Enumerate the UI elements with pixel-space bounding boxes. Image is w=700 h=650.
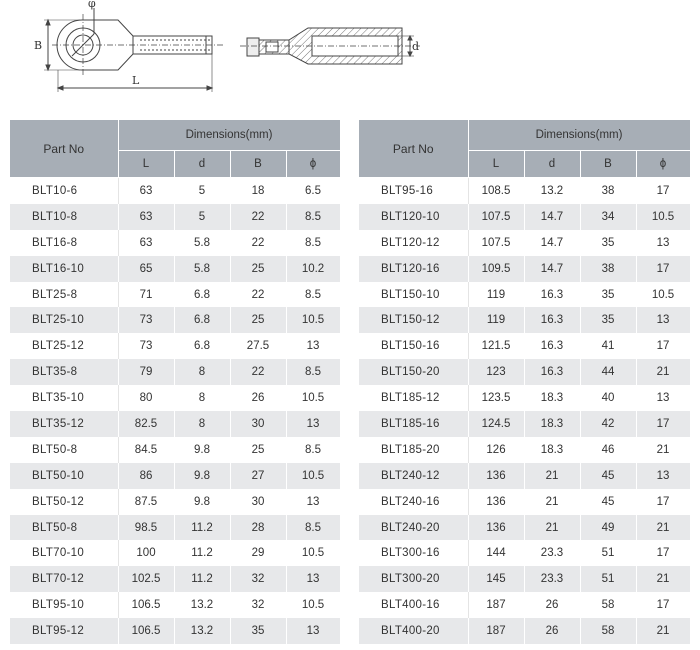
- cell-l: 119: [468, 307, 524, 333]
- cell-b: 35: [580, 307, 636, 333]
- cell-l: 119: [468, 282, 524, 308]
- header-col-b: B: [230, 151, 286, 178]
- cell-d: 5: [174, 204, 230, 230]
- table-row: [359, 204, 690, 230]
- table-row: [10, 618, 340, 644]
- cell-b: 38: [580, 256, 636, 282]
- header-part-no: Part No: [359, 120, 468, 178]
- table-row: [10, 282, 340, 308]
- cell-phi: 21: [636, 566, 690, 592]
- cell-d: 13.2: [524, 178, 580, 204]
- cell-l: 98.5: [118, 515, 174, 541]
- spec-table-left: [10, 120, 341, 644]
- cell-phi: 17: [636, 333, 690, 359]
- cell-d: 11.2: [174, 540, 230, 566]
- cell-d: 21: [524, 463, 580, 489]
- cell-d: 6.8: [174, 307, 230, 333]
- header-col-l: L: [468, 151, 524, 178]
- cell-d: 5.8: [174, 256, 230, 282]
- cell-l: 145: [468, 566, 524, 592]
- cell-b: 58: [580, 618, 636, 644]
- cell-d: 16.3: [524, 359, 580, 385]
- cell-part-no: BLT95-16: [359, 178, 468, 204]
- cell-b: 34: [580, 204, 636, 230]
- table-row: [359, 307, 690, 333]
- cell-part-no: BLT240-12: [359, 463, 468, 489]
- cell-l: 136: [468, 489, 524, 515]
- cell-part-no: BLT10-8: [10, 204, 118, 230]
- cell-d: 21: [524, 515, 580, 541]
- cell-d: 23.3: [524, 566, 580, 592]
- label-phi: φ: [88, 0, 96, 10]
- cell-b: 27: [230, 463, 286, 489]
- spec-table-right-body: [359, 178, 690, 645]
- cell-phi: 21: [636, 437, 690, 463]
- table-row: [10, 463, 340, 489]
- table-row: [359, 489, 690, 515]
- table-row: [359, 411, 690, 437]
- cell-part-no: BLT95-10: [10, 592, 118, 618]
- table-row: [359, 515, 690, 541]
- cell-b: 32: [230, 566, 286, 592]
- header-dimensions: Dimensions(mm): [468, 120, 690, 151]
- table-row: [10, 515, 340, 541]
- cell-d: 9.8: [174, 437, 230, 463]
- cell-phi: 10.5: [286, 463, 340, 489]
- cell-phi: 8.5: [286, 515, 340, 541]
- cell-d: 9.8: [174, 463, 230, 489]
- cell-d: 5.8: [174, 230, 230, 256]
- cell-d: 8: [174, 385, 230, 411]
- cell-l: 107.5: [468, 230, 524, 256]
- cell-d: 5: [174, 178, 230, 204]
- table-row: [10, 333, 340, 359]
- cell-b: 46: [580, 437, 636, 463]
- table-row: [10, 307, 340, 333]
- table-row: [359, 333, 690, 359]
- cell-b: 25: [230, 256, 286, 282]
- cell-b: 42: [580, 411, 636, 437]
- cell-phi: 8.5: [286, 437, 340, 463]
- cell-phi: 10.2: [286, 256, 340, 282]
- cell-phi: 8.5: [286, 359, 340, 385]
- table-row: [359, 385, 690, 411]
- cell-l: 136: [468, 463, 524, 489]
- cell-d: 6.8: [174, 333, 230, 359]
- cell-b: 35: [580, 230, 636, 256]
- label-b: B: [34, 39, 43, 52]
- cell-l: 82.5: [118, 411, 174, 437]
- spec-tables: [10, 120, 690, 646]
- cell-part-no: BLT120-10: [359, 204, 468, 230]
- cell-phi: 13: [286, 411, 340, 437]
- cell-part-no: BLT16-8: [10, 230, 118, 256]
- cell-part-no: BLT10-6: [10, 178, 118, 204]
- cell-d: 14.7: [524, 230, 580, 256]
- cell-l: 108.5: [468, 178, 524, 204]
- table-row: [359, 566, 690, 592]
- cell-part-no: BLT50-8: [10, 437, 118, 463]
- cell-phi: 13: [286, 618, 340, 644]
- cell-l: 106.5: [118, 592, 174, 618]
- cell-d: 13.2: [174, 618, 230, 644]
- header-col-phi: ϕ: [286, 151, 340, 178]
- cell-d: 14.7: [524, 204, 580, 230]
- cell-part-no: BLT70-10: [10, 540, 118, 566]
- cell-l: 86: [118, 463, 174, 489]
- cell-l: 63: [118, 178, 174, 204]
- table-row: [10, 540, 340, 566]
- cell-part-no: BLT240-16: [359, 489, 468, 515]
- cell-d: 9.8: [174, 489, 230, 515]
- cell-l: 71: [118, 282, 174, 308]
- table-row: [10, 489, 340, 515]
- cell-part-no: BLT25-10: [10, 307, 118, 333]
- cell-phi: 17: [636, 256, 690, 282]
- cell-l: 63: [118, 230, 174, 256]
- table-row: [10, 566, 340, 592]
- cell-part-no: BLT50-8: [10, 515, 118, 541]
- cell-l: 107.5: [468, 204, 524, 230]
- cell-part-no: BLT35-12: [10, 411, 118, 437]
- cell-phi: 8.5: [286, 282, 340, 308]
- cell-l: 123.5: [468, 385, 524, 411]
- header-dimensions: Dimensions(mm): [118, 120, 340, 151]
- cell-part-no: BLT120-12: [359, 230, 468, 256]
- cell-part-no: BLT95-12: [10, 618, 118, 644]
- cell-part-no: BLT185-16: [359, 411, 468, 437]
- cell-part-no: BLT35-10: [10, 385, 118, 411]
- cell-phi: 13: [636, 230, 690, 256]
- cell-l: 106.5: [118, 618, 174, 644]
- cell-phi: 10.5: [286, 592, 340, 618]
- cell-b: 35: [580, 282, 636, 308]
- header-col-d: d: [174, 151, 230, 178]
- cell-b: 35: [230, 618, 286, 644]
- cell-phi: 8.5: [286, 230, 340, 256]
- cell-b: 44: [580, 359, 636, 385]
- spec-table-right: [359, 120, 691, 644]
- cell-part-no: BLT400-20: [359, 618, 468, 644]
- cell-part-no: BLT120-16: [359, 256, 468, 282]
- cell-phi: 17: [636, 489, 690, 515]
- cell-b: 28: [230, 515, 286, 541]
- cell-l: 87.5: [118, 489, 174, 515]
- cell-l: 136: [468, 515, 524, 541]
- cell-b: 51: [580, 540, 636, 566]
- cell-b: 27.5: [230, 333, 286, 359]
- table-row: [359, 359, 690, 385]
- cell-phi: 21: [636, 359, 690, 385]
- table-row: [10, 204, 340, 230]
- cell-b: 26: [230, 385, 286, 411]
- cell-b: 22: [230, 282, 286, 308]
- cell-l: 63: [118, 204, 174, 230]
- cell-part-no: BLT240-20: [359, 515, 468, 541]
- cell-l: 123: [468, 359, 524, 385]
- cell-l: 100: [118, 540, 174, 566]
- table-row: [10, 592, 340, 618]
- lug-side-view: [240, 28, 420, 64]
- cell-part-no: BLT150-20: [359, 359, 468, 385]
- cell-part-no: BLT185-20: [359, 437, 468, 463]
- cell-b: 49: [580, 515, 636, 541]
- cell-phi: 13: [636, 307, 690, 333]
- cell-d: 26: [524, 592, 580, 618]
- table-row: [359, 618, 690, 644]
- cell-b: 32: [230, 592, 286, 618]
- cell-phi: 10.5: [636, 282, 690, 308]
- cell-l: 79: [118, 359, 174, 385]
- cell-phi: 13: [286, 566, 340, 592]
- cell-l: 187: [468, 592, 524, 618]
- table-row: [359, 437, 690, 463]
- cell-l: 80: [118, 385, 174, 411]
- cell-b: 25: [230, 307, 286, 333]
- cell-b: 30: [230, 489, 286, 515]
- header-col-b: B: [580, 151, 636, 178]
- cell-d: 23.3: [524, 540, 580, 566]
- table-row: [10, 385, 340, 411]
- cell-b: 58: [580, 592, 636, 618]
- cell-d: 21: [524, 489, 580, 515]
- cell-b: 30: [230, 411, 286, 437]
- cell-d: 16.3: [524, 307, 580, 333]
- table-row: [10, 411, 340, 437]
- cell-part-no: BLT300-20: [359, 566, 468, 592]
- cell-part-no: BLT50-10: [10, 463, 118, 489]
- cell-l: 121.5: [468, 333, 524, 359]
- cell-d: 16.3: [524, 333, 580, 359]
- cell-b: 18: [230, 178, 286, 204]
- cell-phi: 17: [636, 592, 690, 618]
- cell-b: 40: [580, 385, 636, 411]
- cell-d: 8: [174, 359, 230, 385]
- cell-d: 26: [524, 618, 580, 644]
- cell-b: 25: [230, 437, 286, 463]
- header-part-no: Part No: [10, 120, 118, 178]
- table-row: [10, 178, 340, 204]
- header-col-phi: ϕ: [636, 151, 690, 178]
- cell-d: 11.2: [174, 515, 230, 541]
- cell-phi: 13: [286, 489, 340, 515]
- cell-d: 11.2: [174, 566, 230, 592]
- cell-phi: 13: [286, 333, 340, 359]
- cell-l: 126: [468, 437, 524, 463]
- cell-phi: 17: [636, 178, 690, 204]
- cell-b: 22: [230, 230, 286, 256]
- cell-part-no: BLT70-12: [10, 566, 118, 592]
- cell-l: 124.5: [468, 411, 524, 437]
- cell-phi: 17: [636, 411, 690, 437]
- cell-part-no: BLT150-12: [359, 307, 468, 333]
- cell-part-no: BLT16-10: [10, 256, 118, 282]
- cell-l: 187: [468, 618, 524, 644]
- table-row: [359, 178, 690, 204]
- cell-d: 13.2: [174, 592, 230, 618]
- cell-phi: 21: [636, 618, 690, 644]
- cell-phi: 10.5: [636, 204, 690, 230]
- table-row: [359, 282, 690, 308]
- cell-part-no: BLT25-8: [10, 282, 118, 308]
- cell-b: 41: [580, 333, 636, 359]
- cell-phi: 10.5: [286, 307, 340, 333]
- cell-phi: 10.5: [286, 540, 340, 566]
- cell-phi: 21: [636, 515, 690, 541]
- cell-d: 8: [174, 411, 230, 437]
- cell-phi: 6.5: [286, 178, 340, 204]
- cell-part-no: BLT150-10: [359, 282, 468, 308]
- cell-part-no: BLT35-8: [10, 359, 118, 385]
- table-row: [359, 256, 690, 282]
- cell-l: 73: [118, 333, 174, 359]
- cell-l: 73: [118, 307, 174, 333]
- header-col-d: d: [524, 151, 580, 178]
- cell-l: 144: [468, 540, 524, 566]
- cell-part-no: BLT150-16: [359, 333, 468, 359]
- cell-d: 16.3: [524, 282, 580, 308]
- table-row: [359, 463, 690, 489]
- cell-l: 102.5: [118, 566, 174, 592]
- cell-b: 29: [230, 540, 286, 566]
- cell-d: 14.7: [524, 256, 580, 282]
- cell-d: 18.3: [524, 437, 580, 463]
- table-row: [359, 592, 690, 618]
- cell-l: 65: [118, 256, 174, 282]
- cell-part-no: BLT300-16: [359, 540, 468, 566]
- table-row: [359, 230, 690, 256]
- cell-b: 45: [580, 489, 636, 515]
- cell-d: 6.8: [174, 282, 230, 308]
- cell-b: 45: [580, 463, 636, 489]
- table-row: [10, 437, 340, 463]
- cell-d: 18.3: [524, 385, 580, 411]
- cable-lug-diagram: [0, 0, 700, 110]
- cell-b: 51: [580, 566, 636, 592]
- cell-part-no: BLT50-12: [10, 489, 118, 515]
- cell-part-no: BLT400-16: [359, 592, 468, 618]
- table-row: [10, 359, 340, 385]
- table-row: [10, 256, 340, 282]
- cell-part-no: BLT25-12: [10, 333, 118, 359]
- label-d: d: [412, 40, 420, 53]
- cell-d: 18.3: [524, 411, 580, 437]
- cell-b: 38: [580, 178, 636, 204]
- table-row: [359, 540, 690, 566]
- cell-phi: 8.5: [286, 204, 340, 230]
- cell-phi: 13: [636, 463, 690, 489]
- cell-part-no: BLT185-12: [359, 385, 468, 411]
- cell-phi: 10.5: [286, 385, 340, 411]
- cell-b: 22: [230, 204, 286, 230]
- spec-table-left-body: [10, 178, 340, 645]
- cell-phi: 17: [636, 540, 690, 566]
- cell-b: 22: [230, 359, 286, 385]
- table-row: [10, 230, 340, 256]
- cell-l: 109.5: [468, 256, 524, 282]
- cell-phi: 13: [636, 385, 690, 411]
- cell-l: 84.5: [118, 437, 174, 463]
- label-l: L: [132, 74, 140, 87]
- header-col-l: L: [118, 151, 174, 178]
